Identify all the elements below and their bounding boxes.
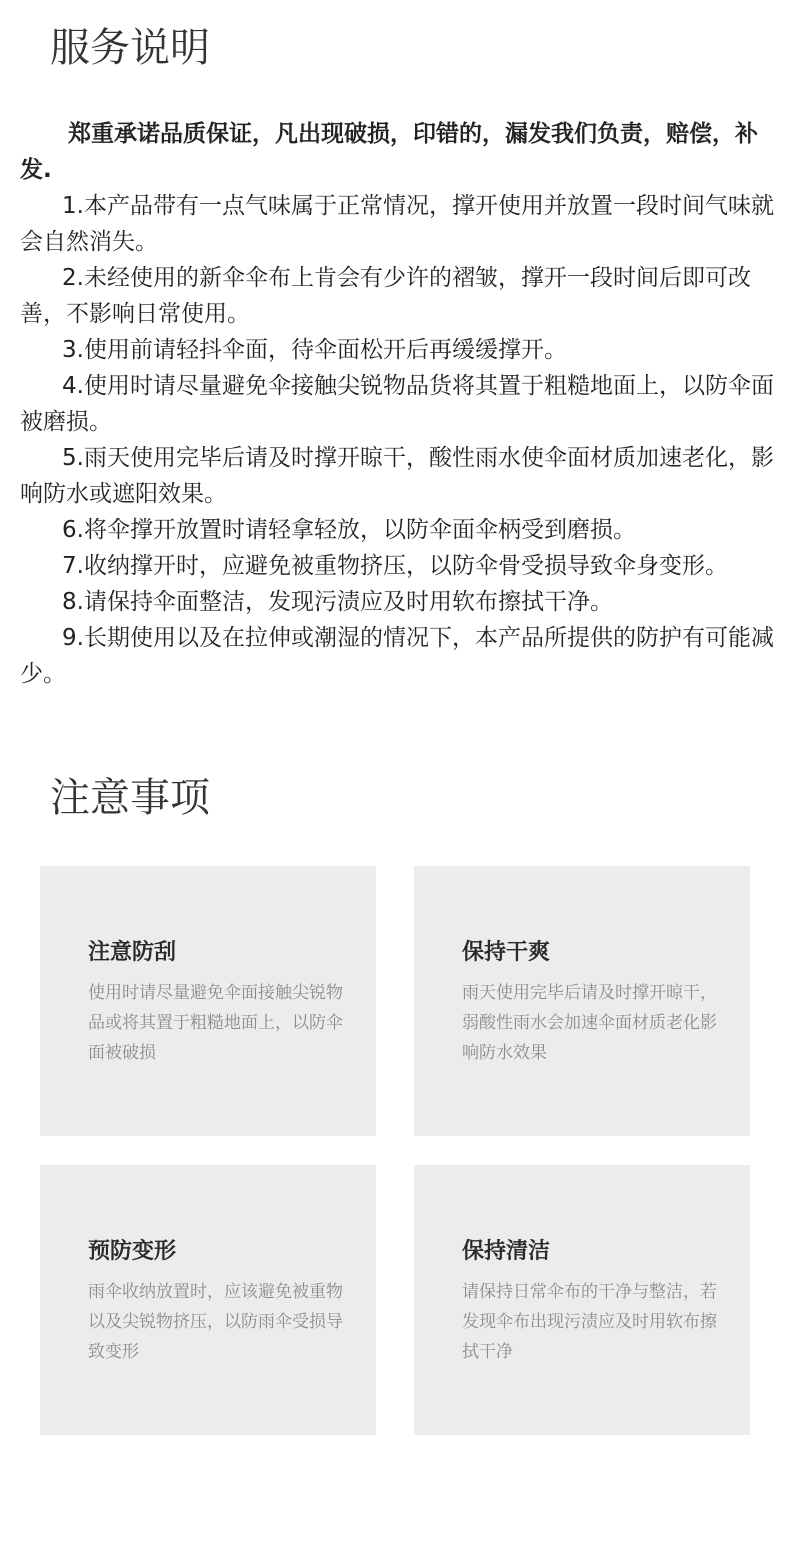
card-text: 请保持日常伞布的干净与整洁，若发现伞布出现污渍应及时用软布擦拭干净 — [462, 1282, 717, 1362]
notes-section-title: 注意事项 — [50, 775, 210, 821]
service-item-1: 1.本产品带有一点气味属于正常情况，撑开使用并放置一段时间气味就会自然消失。 — [20, 193, 774, 255]
card-text: 雨天使用完毕后请及时撑开晾干，弱酸性雨水会加速伞面材质老化影响防水效果 — [462, 983, 717, 1063]
service-description — [20, 116, 780, 692]
notes-card-clean — [414, 1165, 750, 1435]
card-heading: 保持干爽 — [462, 940, 551, 965]
service-item-5: 5.雨天使用完毕后请及时撑开晾干，酸性雨水使伞面材质加速老化，影响防水或遮阳效果。 — [20, 445, 774, 507]
service-item-8: 8.请保持伞面整洁，发现污渍应及时用软布擦拭干净。 — [62, 589, 613, 615]
notes-card-deform — [40, 1165, 376, 1435]
service-item-9: 9.长期使用以及在拉伸或潮湿的情况下，本产品所提供的防护有可能减少。 — [20, 625, 774, 687]
service-section-title: 服务说明 — [50, 25, 210, 71]
card-text: 使用时请尽量避免伞面接触尖锐物品或将其置于粗糙地面上，以防伞面被破损 — [88, 983, 343, 1063]
card-heading: 预防变形 — [88, 1239, 177, 1264]
service-item-7: 7.收纳撑开时，应避免被重物挤压，以防伞骨受损导致伞身变形。 — [62, 553, 728, 579]
service-item-6: 6.将伞撑开放置时请轻拿轻放，以防伞面伞柄受到磨损。 — [62, 517, 636, 543]
notes-card-scratch — [40, 866, 376, 1136]
service-item-4: 4.使用时请尽量避免伞接触尖锐物品货将其置于粗糙地面上，以防伞面被磨损。 — [20, 373, 774, 435]
service-intro: 郑重承诺品质保证，凡出现破损，印错的，漏发我们负责，赔偿，补发. — [20, 121, 758, 183]
service-item-2: 2.未经使用的新伞伞布上肯会有少许的褶皱，撑开一段时间后即可改善，不影响日常使用。 — [20, 265, 751, 327]
card-text: 雨伞收纳放置时，应该避免被重物以及尖锐物挤压，以防雨伞受损导致变形 — [88, 1282, 343, 1362]
card-heading: 注意防刮 — [88, 940, 177, 965]
card-heading: 保持清洁 — [462, 1239, 551, 1264]
service-item-3: 3.使用前请轻抖伞面，待伞面松开后再缓缓撑开。 — [62, 337, 567, 363]
notes-card-dry — [414, 866, 750, 1136]
